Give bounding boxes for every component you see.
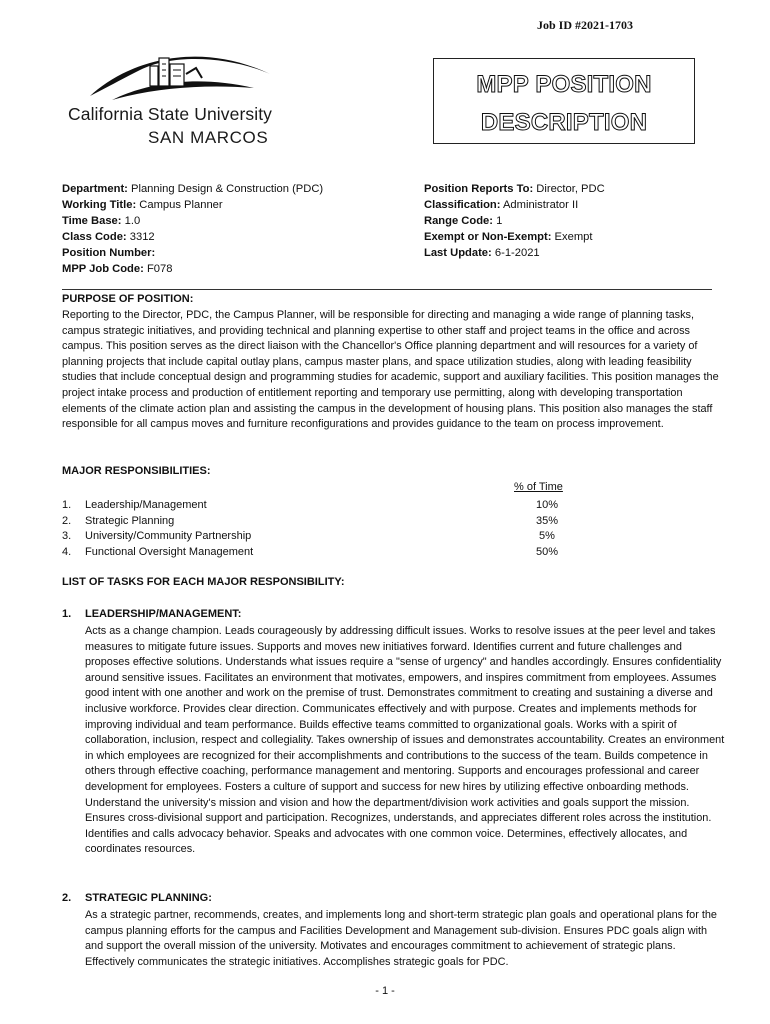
list-item: 2. Strategic Planning 35% — [62, 514, 559, 527]
info-classification: Classification: Administrator II — [424, 199, 579, 211]
responsibilities-list — [62, 498, 582, 561]
document-title-box — [433, 58, 695, 144]
list-item: 3. University/Community Partnership 5% — [62, 530, 555, 543]
task-number: 1. — [62, 608, 72, 620]
info-reports-to: Position Reports To: Director, PDC — [424, 183, 605, 195]
page-number: - 1 - — [375, 985, 395, 997]
position-info-left — [62, 181, 412, 277]
list-item: 4. Functional Oversight Management 50% — [62, 546, 559, 559]
info-range-code: Range Code: 1 — [424, 215, 503, 227]
info-exempt-status: Exempt or Non-Exempt: Exempt — [424, 231, 593, 243]
task-title-strategic-planning: STRATEGIC PLANNING: — [85, 892, 212, 904]
info-class-code: Class Code: 3312 — [62, 231, 155, 243]
info-last-update: Last Update: 6-1-2021 — [424, 247, 540, 259]
info-position-number: Position Number: — [62, 247, 156, 259]
document-title-line1: MPP POSITION — [476, 71, 652, 98]
percent-of-time-header: % of Time — [514, 481, 563, 493]
major-responsibilities-heading: MAJOR RESPONSIBILITIES: — [62, 465, 211, 477]
task-body-strategic-planning: As a strategic partner, recommends, creates, and implements long and short-term strategic plan goals and operational plans for the campus planning efforts for the campus and Facilities Development and Management sub-division. Ensures PDC goals align with and support the overall mission of the university. Motivates and encourages commitment to achievement of strategic plans. Effectively communicates the strategic initiatives. Accomplishes strategic goals for PDC. — [85, 909, 717, 968]
task-number: 2. — [62, 892, 72, 904]
info-time-base: Time Base: 1.0 — [62, 215, 141, 227]
job-id: Job ID #2021-1703 — [537, 18, 634, 32]
info-department: Department: Planning Design & Construction (PDC) — [62, 183, 324, 195]
position-info-right — [424, 181, 724, 261]
document-title-line2: DESCRIPTION — [480, 109, 648, 136]
purpose-heading: PURPOSE OF POSITION: — [62, 293, 194, 305]
logo-university-name: California State University — [68, 104, 273, 124]
info-mpp-job-code: MPP Job Code: F078 — [62, 263, 173, 275]
campus-skyline-icon — [84, 44, 274, 102]
logo-campus-name: SAN MARCOS — [148, 128, 269, 147]
task-title-leadership: LEADERSHIP/MANAGEMENT: — [85, 608, 242, 620]
university-logo — [68, 44, 288, 152]
info-working-title: Working Title: Campus Planner — [62, 199, 223, 211]
tasks-heading: LIST OF TASKS FOR EACH MAJOR RESPONSIBILITY: — [62, 576, 345, 588]
list-item: 1. Leadership/Management 10% — [62, 499, 559, 511]
purpose-body: Reporting to the Director, PDC, the Campus Planner, will be responsible for directing and managing a wide range of planning tasks, campus strategic initiatives, and providing technical and planning expertise to other staff and project teams in the office and across campus. This position serves as the direct liaison with the Chancellor's Office planning department and will resources for a variety of planning projects that include capital outlay plans, campus master plans, and space utilization studies, along with leading feasibility studies that include conceptual design and programming studies for academic, support and auxiliary facilities. This position manages the project intake process and production of entitlement reporting and temporary use permitting, along with developing transportation elements of the climate action plan and assisting the campus in the development of housing plans. This position also manages the staff responsible for all campus moves and furniture reconfigurations and provides guidance to the team on process improvement. — [62, 309, 719, 431]
task-body-leadership: Acts as a change champion. Leads courageously by addressing difficult issues. Works to resolve issues at the peer level and takes measures to mitigate future issues. Supports and moves new initiatives forward. Identifies current and future challenges and proposes effective solutions. Understands what issues require a "sense of urgency" and handles accordingly. Ensures confidentiality around sensitive issues. Facilitates an environment that motivates, empowers, and inspires commitment from employees. Assumes good intent with one another and work on the premise of trust. Demonstrates commitment to creating and sustaining a diverse and inclusive workforce. Provides clear direction. Communicates effectively and with purpose. Creates and implements methods for improving individual and team performance. Builds effective teams committed to organizational goals. Works with a spirit of collaboration, inclusion, respect and collegiality. Takes ownership of issues and demonstrates accountability. Creates an environment in which employees are recognized for their accomplishments and contributions to the success of the team. Builds competence in others through effective coaching, performance management and mentoring. Supports and encourages professional and career development for employees. Fosters a culture of support and success for new hires by utilizing effective onboarding methods. Understand the university's mission and vision and how the department/division work activities and goals support the mission. Ensures cross-divisional support and participation. Recognizes, understands, and appreciates different roles across the institution. Identifies and calls advocacy behavior. Speaks and advocates with one common voice. Determines, effectively allocates, and coordinates resources. — [85, 625, 725, 856]
header-divider — [62, 289, 712, 290]
